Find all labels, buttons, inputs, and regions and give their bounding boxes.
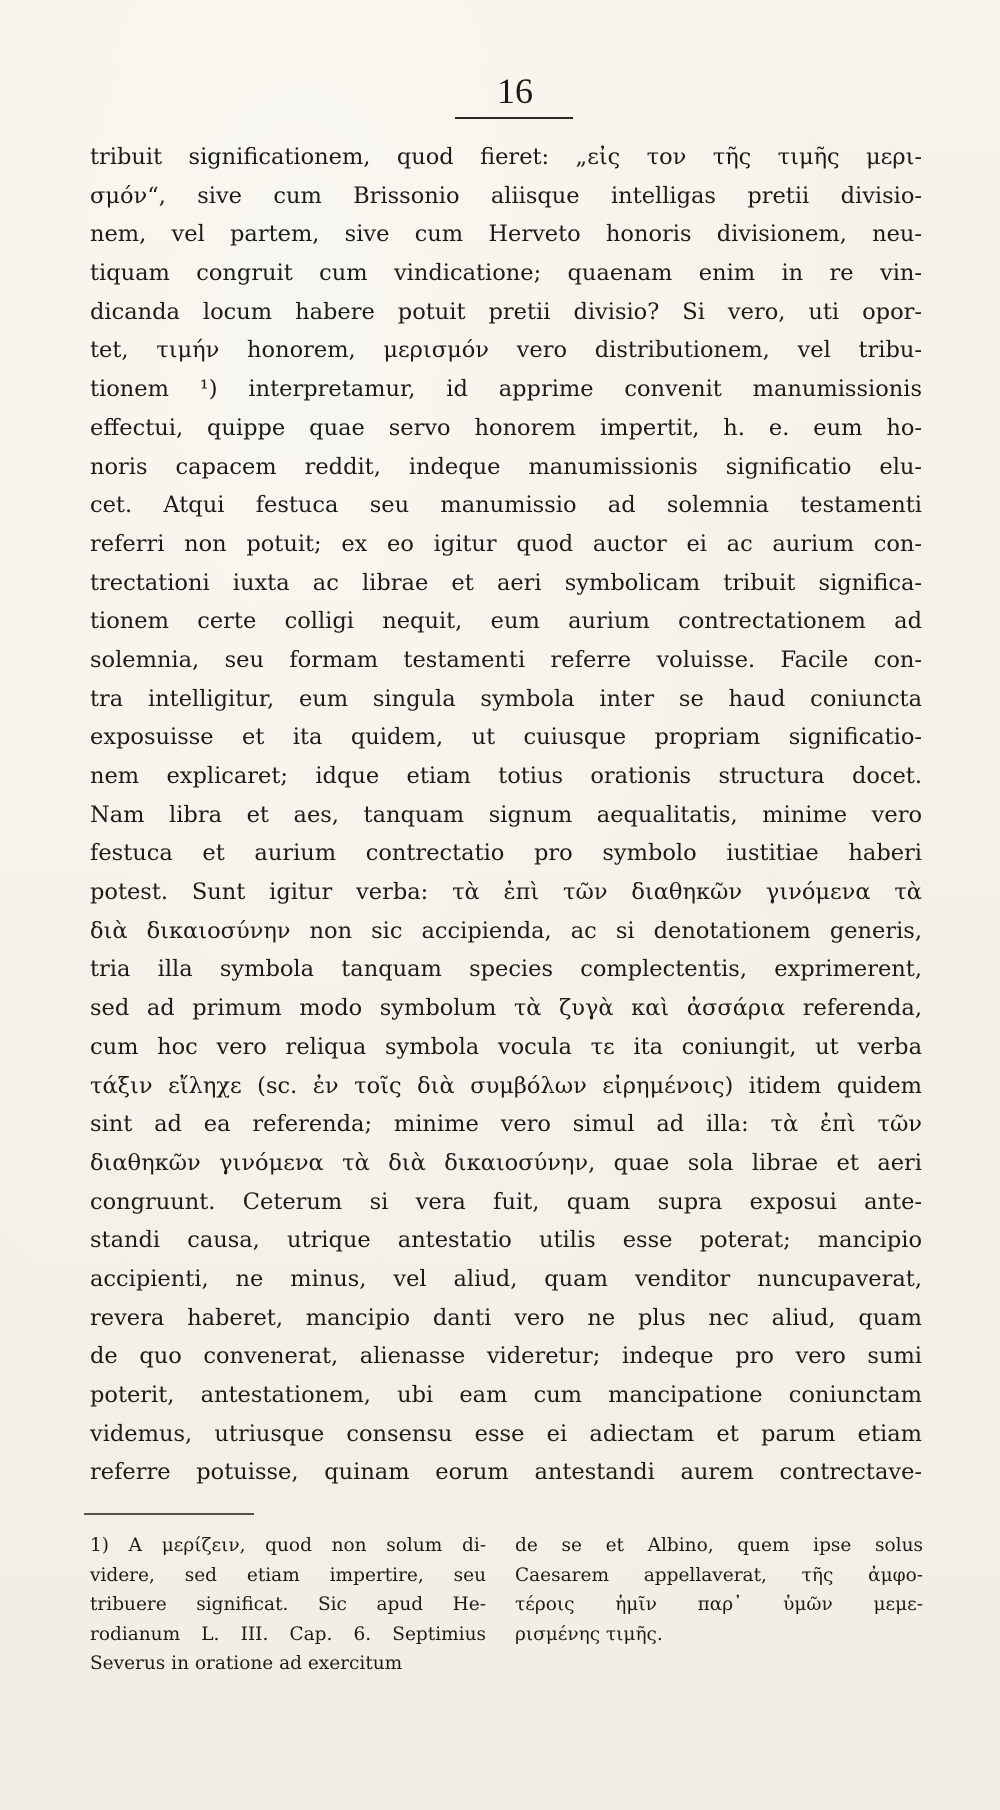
footnote-line: rodianum L. III. Cap. 6. Septimius [90, 1623, 486, 1645]
text-line: nem explicaret; idque etiam totius orationis structura docet. [90, 763, 922, 789]
main-text-block [90, 138, 922, 1492]
footnote-line: Severus in oratione ad exercitum [90, 1653, 403, 1675]
text-line: tet, τιμήν honorem, μερισμόν vero distributionem, vel tribu- [90, 337, 922, 364]
text-line: tra intelligitur, eum singula symbola inter se haud coniuncta [90, 685, 922, 712]
text-line: cet. Atqui festuca seu manumissio ad solemnia testamenti [90, 492, 922, 519]
footnote-line: tribuere significat. Sic apud He- [90, 1594, 486, 1616]
text-line: solemnia, seu formam testamenti referre voluisse. Facile con- [90, 646, 922, 673]
text-line: videmus, utriusque consensu esse ei adiectam et parum etiam [90, 1420, 922, 1447]
text-line: dicanda locum habere potuit pretii divisio? Si vero, uti opor- [90, 298, 922, 325]
text-line: nem, vel partem, sive cum Herveto honoris divisionem, neu- [90, 221, 922, 248]
text-line: exposuisse et ita quidem, ut cuiusque propriam significatio- [90, 724, 922, 751]
footnote-line: Caesarem appellaverat, τῆς ἀμφο- [515, 1564, 923, 1586]
footnote-rule [84, 1513, 254, 1515]
text-line: poterit, antestationem, ubi eam cum mancipatione coniunctam [90, 1382, 922, 1408]
footnote-line: videre, sed etiam impertire, seu [90, 1564, 486, 1586]
text-line: tribuit significationem, quod fieret: „εἰς τον τῆς τιμῆς μερι- [90, 144, 922, 170]
page-number: 16 [497, 71, 533, 111]
text-line: congruunt. Ceterum si vera fuit, quam supra exposui ante- [90, 1188, 922, 1215]
text-line: Nam libra et aes, tanquam signum aequalitatis, minime vero [90, 801, 922, 828]
page-number-rule [455, 117, 573, 119]
footnote-right-column [515, 1531, 923, 1649]
text-line: de quo convenerat, alienasse videretur; indeque pro vero sumi [90, 1343, 922, 1370]
footnote-line: τέροις ἡμῖν παρ᾽ ὑμῶν μεμε- [515, 1594, 923, 1616]
text-line: tionem certe colligi nequit, eum aurium contrectationem ad [90, 608, 922, 635]
text-line: trectationi iuxta ac librae et aeri symbolicam tribuit significa- [90, 569, 922, 596]
text-line: sed ad primum modo symbolum τὰ ζυγὰ καὶ ἀσσάρια referenda, [90, 995, 922, 1022]
text-line: tria illa symbola tanquam species complectentis, exprimerent, [90, 956, 922, 983]
text-line: potest. Sunt igitur verba: τὰ ἐπὶ τῶν διαθηκῶν γινόμενα τὰ [90, 879, 922, 906]
text-line: noris capacem reddit, indeque manumissionis significatio elu- [90, 453, 922, 480]
text-line: διαθηκῶν γινόμενα τὰ διὰ δικαιοσύνην, quae sola librae et aeri [90, 1149, 922, 1176]
footnote-left-column [90, 1531, 486, 1679]
text-line: accipienti, ne minus, vel aliud, quam venditor nuncupaverat, [90, 1265, 922, 1292]
text-line: διὰ δικαιοσύνην non sic accipienda, ac si denotationem generis, [90, 917, 922, 944]
text-line: tiquam congruit cum vindicatione; quaenam enim in re vin- [90, 260, 922, 287]
text-line: cum hoc vero reliqua symbola vocula τε ita coniungit, ut verba [90, 1033, 922, 1060]
text-line: tionem ¹) interpretamur, id apprime convenit manumissionis [90, 376, 922, 403]
text-line: σμόν“, sive cum Brissonio aliisque intelligas pretii divisio- [90, 182, 922, 209]
text-line: festuca et aurium contrectatio pro symbolo iustitiae haberi [90, 840, 922, 867]
text-line: standi causa, utrique antestatio utilis esse poterat; mancipio [90, 1227, 922, 1254]
footnote-line: ρισμένης τιμῆς. [515, 1623, 663, 1645]
text-line: revera haberet, mancipio danti vero ne plus nec aliud, quam [90, 1304, 922, 1331]
footnote-line: de se et Albino, quem ipse solus [515, 1535, 923, 1556]
footnote-line: 1) A μερίζειν, quod non solum di- [90, 1535, 486, 1556]
text-line: referre potuisse, quinam eorum antestandi aurem contrectave- [90, 1459, 922, 1486]
text-line: referri non potuit; ex eo igitur quod auctor ei ac aurium con- [90, 530, 922, 557]
text-line: effectui, quippe quae servo honorem impertit, h. e. eum ho- [90, 414, 922, 441]
text-line: sint ad ea referenda; minime vero simul ad illa: τὰ ἐπὶ τῶν [90, 1111, 922, 1138]
text-line: τάξιν εἴληχε (sc. ἐν τοῖς διὰ συμβόλων εἰρημένοις) itidem quidem [90, 1072, 922, 1099]
